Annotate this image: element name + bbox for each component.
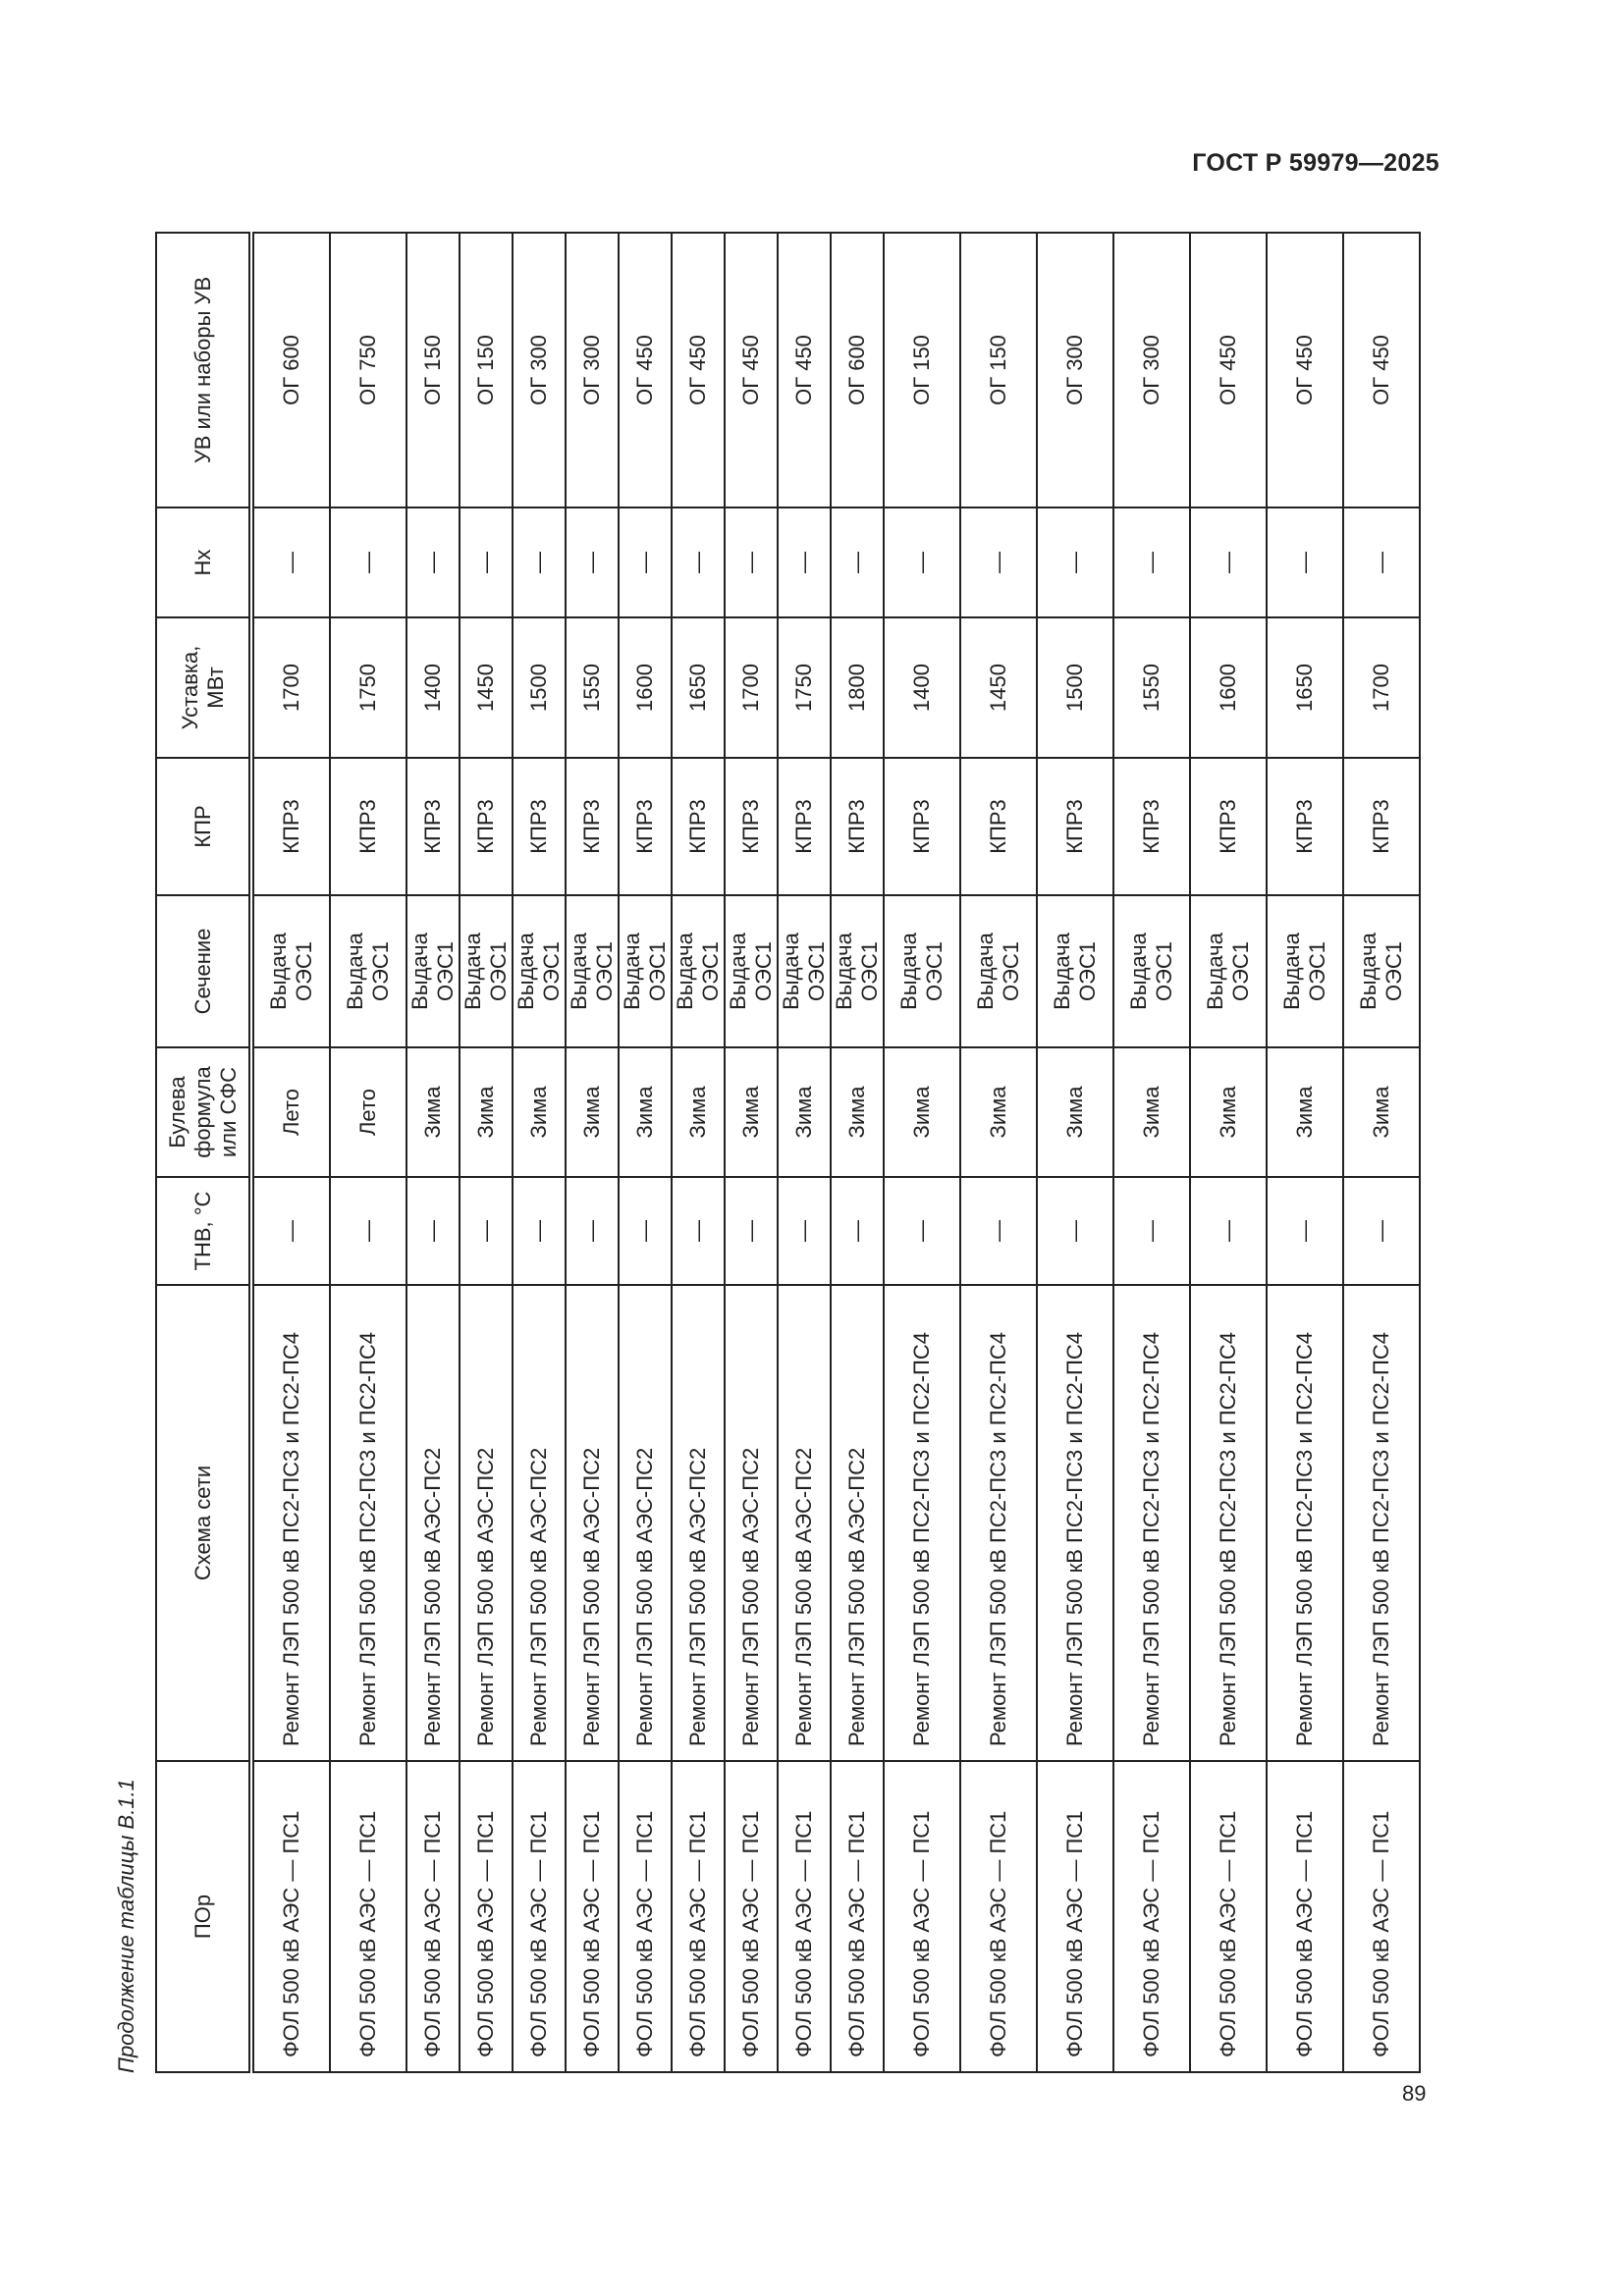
cell-kpr: КПР3 <box>1113 758 1190 895</box>
cell-section: Выдача ОЭС1 <box>406 895 460 1047</box>
cell-tnv: — <box>778 1177 831 1285</box>
cell-section: Выдача ОЭС1 <box>960 895 1037 1047</box>
cell-setpoint: 1400 <box>884 617 960 758</box>
cell-uv: ОГ 450 <box>1343 233 1420 507</box>
column-header-scheme: Схема сети <box>156 1285 251 1761</box>
cell-formula: Зима <box>725 1047 778 1177</box>
cell-por: ФОЛ 500 кВ АЭС — ПС1 <box>831 1761 884 2072</box>
cell-setpoint: 1400 <box>406 617 460 758</box>
table-caption: Продолжение таблицы В.1.1 <box>114 1779 138 2073</box>
cell-scheme: Ремонт ЛЭП 500 кВ АЭС-ПС2 <box>672 1285 725 1761</box>
cell-tnv: — <box>460 1177 513 1285</box>
cell-por: ФОЛ 500 кВ АЭС — ПС1 <box>513 1761 566 2072</box>
cell-section: Выдача ОЭС1 <box>1037 895 1113 1047</box>
cell-setpoint: 1800 <box>831 617 884 758</box>
cell-uv: ОГ 150 <box>960 233 1037 507</box>
cell-section: Выдача ОЭС1 <box>566 895 619 1047</box>
cell-uv: ОГ 150 <box>460 233 513 507</box>
cell-section: Выдача ОЭС1 <box>1343 895 1420 1047</box>
cell-tnv: — <box>1037 1177 1113 1285</box>
cell-formula: Зима <box>1113 1047 1190 1177</box>
cell-nx: — <box>960 507 1037 617</box>
cell-formula: Зима <box>831 1047 884 1177</box>
cell-scheme: Ремонт ЛЭП 500 кВ АЭС-ПС2 <box>619 1285 672 1761</box>
cell-formula: Зима <box>406 1047 460 1177</box>
cell-uv: ОГ 300 <box>1113 233 1190 507</box>
cell-tnv: — <box>884 1177 960 1285</box>
cell-section: Выдача ОЭС1 <box>1267 895 1343 1047</box>
cell-section: Выдача ОЭС1 <box>672 895 725 1047</box>
cell-scheme: Ремонт ЛЭП 500 кВ АЭС-ПС2 <box>725 1285 778 1761</box>
cell-formula: Зима <box>460 1047 513 1177</box>
cell-scheme: Ремонт ЛЭП 500 кВ АЭС-ПС2 <box>831 1285 884 1761</box>
table-row <box>566 233 619 2072</box>
cell-setpoint: 1500 <box>513 617 566 758</box>
cell-formula: Зима <box>672 1047 725 1177</box>
cell-uv: ОГ 450 <box>1190 233 1267 507</box>
cell-tnv: — <box>1113 1177 1190 1285</box>
cell-kpr: КПР3 <box>778 758 831 895</box>
cell-tnv: — <box>1343 1177 1420 1285</box>
cell-kpr: КПР3 <box>1037 758 1113 895</box>
cell-tnv: — <box>513 1177 566 1285</box>
cell-setpoint: 1650 <box>672 617 725 758</box>
cell-nx: — <box>1037 507 1113 617</box>
cell-uv: ОГ 150 <box>884 233 960 507</box>
table-row <box>251 233 330 2072</box>
cell-por: ФОЛ 500 кВ АЭС — ПС1 <box>778 1761 831 2072</box>
cell-kpr: КПР3 <box>1190 758 1267 895</box>
cell-scheme: Ремонт ЛЭП 500 кВ ПС2-ПС3 и ПС2-ПС4 <box>1190 1285 1267 1761</box>
cell-uv: ОГ 300 <box>566 233 619 507</box>
table-header-row <box>156 233 251 2072</box>
cell-kpr: КПР3 <box>513 758 566 895</box>
cell-section: Выдача ОЭС1 <box>1113 895 1190 1047</box>
cell-por: ФОЛ 500 кВ АЭС — ПС1 <box>884 1761 960 2072</box>
cell-scheme: Ремонт ЛЭП 500 кВ ПС2-ПС3 и ПС2-ПС4 <box>1343 1285 1420 1761</box>
cell-section: Выдача ОЭС1 <box>513 895 566 1047</box>
cell-kpr: КПР3 <box>1343 758 1420 895</box>
table-row <box>1343 233 1420 2072</box>
table-row <box>1267 233 1343 2072</box>
cell-scheme: Ремонт ЛЭП 500 кВ ПС2-ПС3 и ПС2-ПС4 <box>884 1285 960 1761</box>
cell-setpoint: 1650 <box>1267 617 1343 758</box>
cell-nx: — <box>406 507 460 617</box>
cell-scheme: Ремонт ЛЭП 500 кВ АЭС-ПС2 <box>566 1285 619 1761</box>
cell-tnv: — <box>831 1177 884 1285</box>
cell-tnv: — <box>725 1177 778 1285</box>
cell-setpoint: 1700 <box>251 617 330 758</box>
cell-kpr: КПР3 <box>672 758 725 895</box>
cell-scheme: Ремонт ЛЭП 500 кВ АЭС-ПС2 <box>513 1285 566 1761</box>
cell-nx: — <box>725 507 778 617</box>
cell-setpoint: 1600 <box>1190 617 1267 758</box>
column-header-por: ПОр <box>156 1761 251 2072</box>
table-row <box>460 233 513 2072</box>
cell-section: Выдача ОЭС1 <box>330 895 406 1047</box>
cell-formula: Зима <box>778 1047 831 1177</box>
cell-formula: Зима <box>960 1047 1037 1177</box>
cell-por: ФОЛ 500 кВ АЭС — ПС1 <box>566 1761 619 2072</box>
cell-uv: ОГ 450 <box>1267 233 1343 507</box>
cell-formula: Зима <box>513 1047 566 1177</box>
cell-section: Выдача ОЭС1 <box>619 895 672 1047</box>
cell-por: ФОЛ 500 кВ АЭС — ПС1 <box>251 1761 330 2072</box>
column-header-setpoint: Уставка, МВт <box>156 617 251 758</box>
cell-scheme: Ремонт ЛЭП 500 кВ АЭС-ПС2 <box>406 1285 460 1761</box>
cell-uv: ОГ 450 <box>672 233 725 507</box>
column-header-section: Сечение <box>156 895 251 1047</box>
cell-por: ФОЛ 500 кВ АЭС — ПС1 <box>960 1761 1037 2072</box>
cell-nx: — <box>330 507 406 617</box>
cell-nx: — <box>1343 507 1420 617</box>
table-row <box>884 233 960 2072</box>
cell-kpr: КПР3 <box>330 758 406 895</box>
cell-por: ФОЛ 500 кВ АЭС — ПС1 <box>725 1761 778 2072</box>
cell-uv: ОГ 150 <box>406 233 460 507</box>
cell-formula: Лето <box>251 1047 330 1177</box>
cell-setpoint: 1450 <box>460 617 513 758</box>
cell-kpr: КПР3 <box>1267 758 1343 895</box>
cell-scheme: Ремонт ЛЭП 500 кВ ПС2-ПС3 и ПС2-ПС4 <box>1267 1285 1343 1761</box>
cell-tnv: — <box>619 1177 672 1285</box>
cell-section: Выдача ОЭС1 <box>251 895 330 1047</box>
cell-tnv: — <box>1267 1177 1343 1285</box>
cell-kpr: КПР3 <box>406 758 460 895</box>
cell-scheme: Ремонт ЛЭП 500 кВ АЭС-ПС2 <box>460 1285 513 1761</box>
cell-kpr: КПР3 <box>725 758 778 895</box>
table-row <box>1190 233 1267 2072</box>
cell-setpoint: 1550 <box>566 617 619 758</box>
cell-nx: — <box>778 507 831 617</box>
cell-section: Выдача ОЭС1 <box>725 895 778 1047</box>
cell-uv: ОГ 300 <box>513 233 566 507</box>
table-row <box>672 233 725 2072</box>
cell-scheme: Ремонт ЛЭП 500 кВ АЭС-ПС2 <box>778 1285 831 1761</box>
cell-nx: — <box>1267 507 1343 617</box>
cell-nx: — <box>884 507 960 617</box>
cell-kpr: КПР3 <box>619 758 672 895</box>
cell-kpr: КПР3 <box>566 758 619 895</box>
cell-setpoint: 1600 <box>619 617 672 758</box>
cell-kpr: КПР3 <box>251 758 330 895</box>
cell-tnv: — <box>330 1177 406 1285</box>
cell-tnv: — <box>406 1177 460 1285</box>
cell-formula: Лето <box>330 1047 406 1177</box>
cell-nx: — <box>1113 507 1190 617</box>
cell-uv: ОГ 300 <box>1037 233 1113 507</box>
cell-uv: ОГ 600 <box>831 233 884 507</box>
cell-scheme: Ремонт ЛЭП 500 кВ ПС2-ПС3 и ПС2-ПС4 <box>330 1285 406 1761</box>
cell-scheme: Ремонт ЛЭП 500 кВ ПС2-ПС3 и ПС2-ПС4 <box>1113 1285 1190 1761</box>
cell-por: ФОЛ 500 кВ АЭС — ПС1 <box>619 1761 672 2072</box>
cell-nx: — <box>831 507 884 617</box>
document-header: ГОСТ Р 59979—2025 <box>1192 149 1439 177</box>
table-row <box>1113 233 1190 2072</box>
cell-nx: — <box>1190 507 1267 617</box>
column-header-tnv: ТНВ, °С <box>156 1177 251 1285</box>
cell-scheme: Ремонт ЛЭП 500 кВ ПС2-ПС3 и ПС2-ПС4 <box>251 1285 330 1761</box>
cell-tnv: — <box>1190 1177 1267 1285</box>
cell-nx: — <box>460 507 513 617</box>
cell-kpr: КПР3 <box>960 758 1037 895</box>
cell-formula: Зима <box>884 1047 960 1177</box>
cell-por: ФОЛ 500 кВ АЭС — ПС1 <box>330 1761 406 2072</box>
table-row <box>831 233 884 2072</box>
cell-uv: ОГ 750 <box>330 233 406 507</box>
column-header-uv: УВ или наборы УВ <box>156 233 251 507</box>
cell-formula: Зима <box>566 1047 619 1177</box>
table-row <box>778 233 831 2072</box>
cell-por: ФОЛ 500 кВ АЭС — ПС1 <box>1343 1761 1420 2072</box>
cell-por: ФОЛ 500 кВ АЭС — ПС1 <box>1037 1761 1113 2072</box>
table-row <box>725 233 778 2072</box>
settings-table <box>155 232 1421 2073</box>
table-container <box>155 234 1404 2073</box>
cell-setpoint: 1500 <box>1037 617 1113 758</box>
cell-formula: Зима <box>1267 1047 1343 1177</box>
cell-uv: ОГ 450 <box>725 233 778 507</box>
cell-nx: — <box>513 507 566 617</box>
cell-scheme: Ремонт ЛЭП 500 кВ ПС2-ПС3 и ПС2-ПС4 <box>960 1285 1037 1761</box>
cell-tnv: — <box>566 1177 619 1285</box>
cell-uv: ОГ 450 <box>619 233 672 507</box>
table-body <box>251 233 1420 2072</box>
cell-formula: Зима <box>619 1047 672 1177</box>
cell-section: Выдача ОЭС1 <box>831 895 884 1047</box>
cell-tnv: — <box>960 1177 1037 1285</box>
cell-uv: ОГ 600 <box>251 233 330 507</box>
cell-setpoint: 1550 <box>1113 617 1190 758</box>
column-header-nx: Нх <box>156 507 251 617</box>
cell-kpr: КПР3 <box>831 758 884 895</box>
cell-nx: — <box>251 507 330 617</box>
table-row <box>513 233 566 2072</box>
cell-section: Выдача ОЭС1 <box>1190 895 1267 1047</box>
cell-kpr: КПР3 <box>460 758 513 895</box>
cell-setpoint: 1450 <box>960 617 1037 758</box>
cell-formula: Зима <box>1037 1047 1113 1177</box>
cell-formula: Зима <box>1190 1047 1267 1177</box>
cell-setpoint: 1700 <box>725 617 778 758</box>
cell-section: Выдача ОЭС1 <box>884 895 960 1047</box>
cell-nx: — <box>619 507 672 617</box>
cell-section: Выдача ОЭС1 <box>460 895 513 1047</box>
cell-setpoint: 1750 <box>778 617 831 758</box>
cell-nx: — <box>566 507 619 617</box>
cell-nx: — <box>672 507 725 617</box>
cell-setpoint: 1750 <box>330 617 406 758</box>
table-row <box>406 233 460 2072</box>
cell-por: ФОЛ 500 кВ АЭС — ПС1 <box>672 1761 725 2072</box>
cell-kpr: КПР3 <box>884 758 960 895</box>
table-row <box>330 233 406 2072</box>
cell-formula: Зима <box>1343 1047 1420 1177</box>
table-row <box>1037 233 1113 2072</box>
column-header-formula: Булева формула или СФС <box>156 1047 251 1177</box>
cell-scheme: Ремонт ЛЭП 500 кВ ПС2-ПС3 и ПС2-ПС4 <box>1037 1285 1113 1761</box>
cell-tnv: — <box>672 1177 725 1285</box>
cell-por: ФОЛ 500 кВ АЭС — ПС1 <box>460 1761 513 2072</box>
page-number: 89 <box>1402 2081 1427 2106</box>
cell-setpoint: 1700 <box>1343 617 1420 758</box>
cell-por: ФОЛ 500 кВ АЭС — ПС1 <box>1113 1761 1190 2072</box>
cell-por: ФОЛ 500 кВ АЭС — ПС1 <box>1190 1761 1267 2072</box>
table-row <box>960 233 1037 2072</box>
table-row <box>619 233 672 2072</box>
cell-tnv: — <box>251 1177 330 1285</box>
cell-por: ФОЛ 500 кВ АЭС — ПС1 <box>1267 1761 1343 2072</box>
cell-section: Выдача ОЭС1 <box>778 895 831 1047</box>
cell-uv: ОГ 450 <box>778 233 831 507</box>
cell-por: ФОЛ 500 кВ АЭС — ПС1 <box>406 1761 460 2072</box>
column-header-kpr: КПР <box>156 758 251 895</box>
